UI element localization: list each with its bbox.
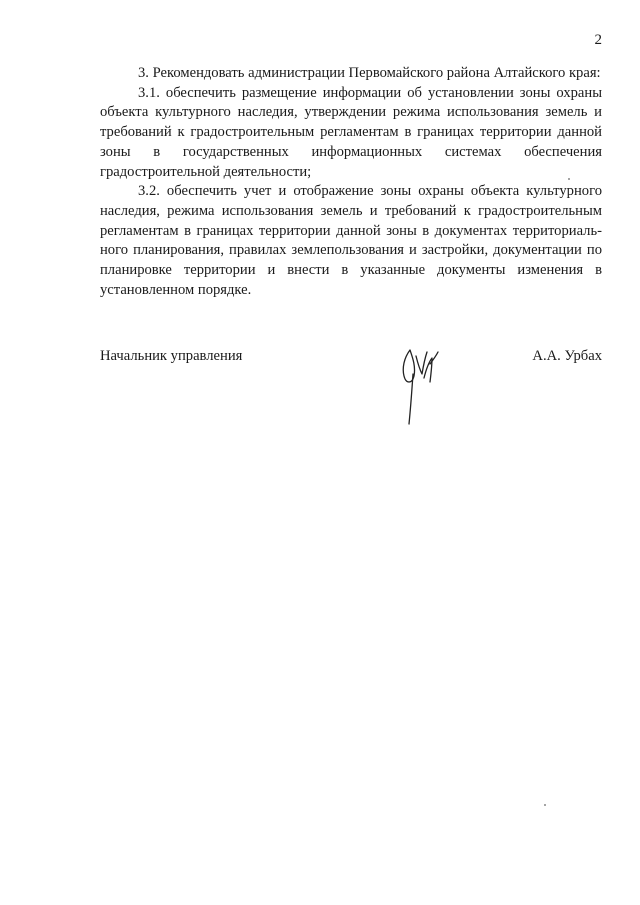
scan-speck [544,804,546,806]
paragraph-3-2: 3.2. обеспечить учет и отображение зоны охраны объекта культурного наследия, режима использования земель и требований к градостроительным регламентам в границах территории данной зоны в документах территориального планирования, правилах землепользования и застройки, документации по планировке территории и внести в указанные документы изменения в установленном порядке. [100,183,602,298]
page-number: 2 [594,32,602,48]
paragraph-3: 3. Рекомендовать администрации Первомайского района Алтайского края: [138,65,601,81]
signatory-name: А.А. Урбах [532,348,602,364]
scan-speck [568,178,570,180]
handwritten-signature [396,344,440,428]
paragraph-3-1: 3.1. обеспечить размещение информации об установлении зоны охраны объекта культурного наследия, утверждении режима использования земель и требований к градостроительным регламентам в границах территории данной зоны в государственных информационных системах обеспечения градостроительной деятельности; [100,84,602,180]
signatory-position: Начальник управления [100,348,243,364]
document-body [100,64,602,300]
signature-block [100,348,602,438]
